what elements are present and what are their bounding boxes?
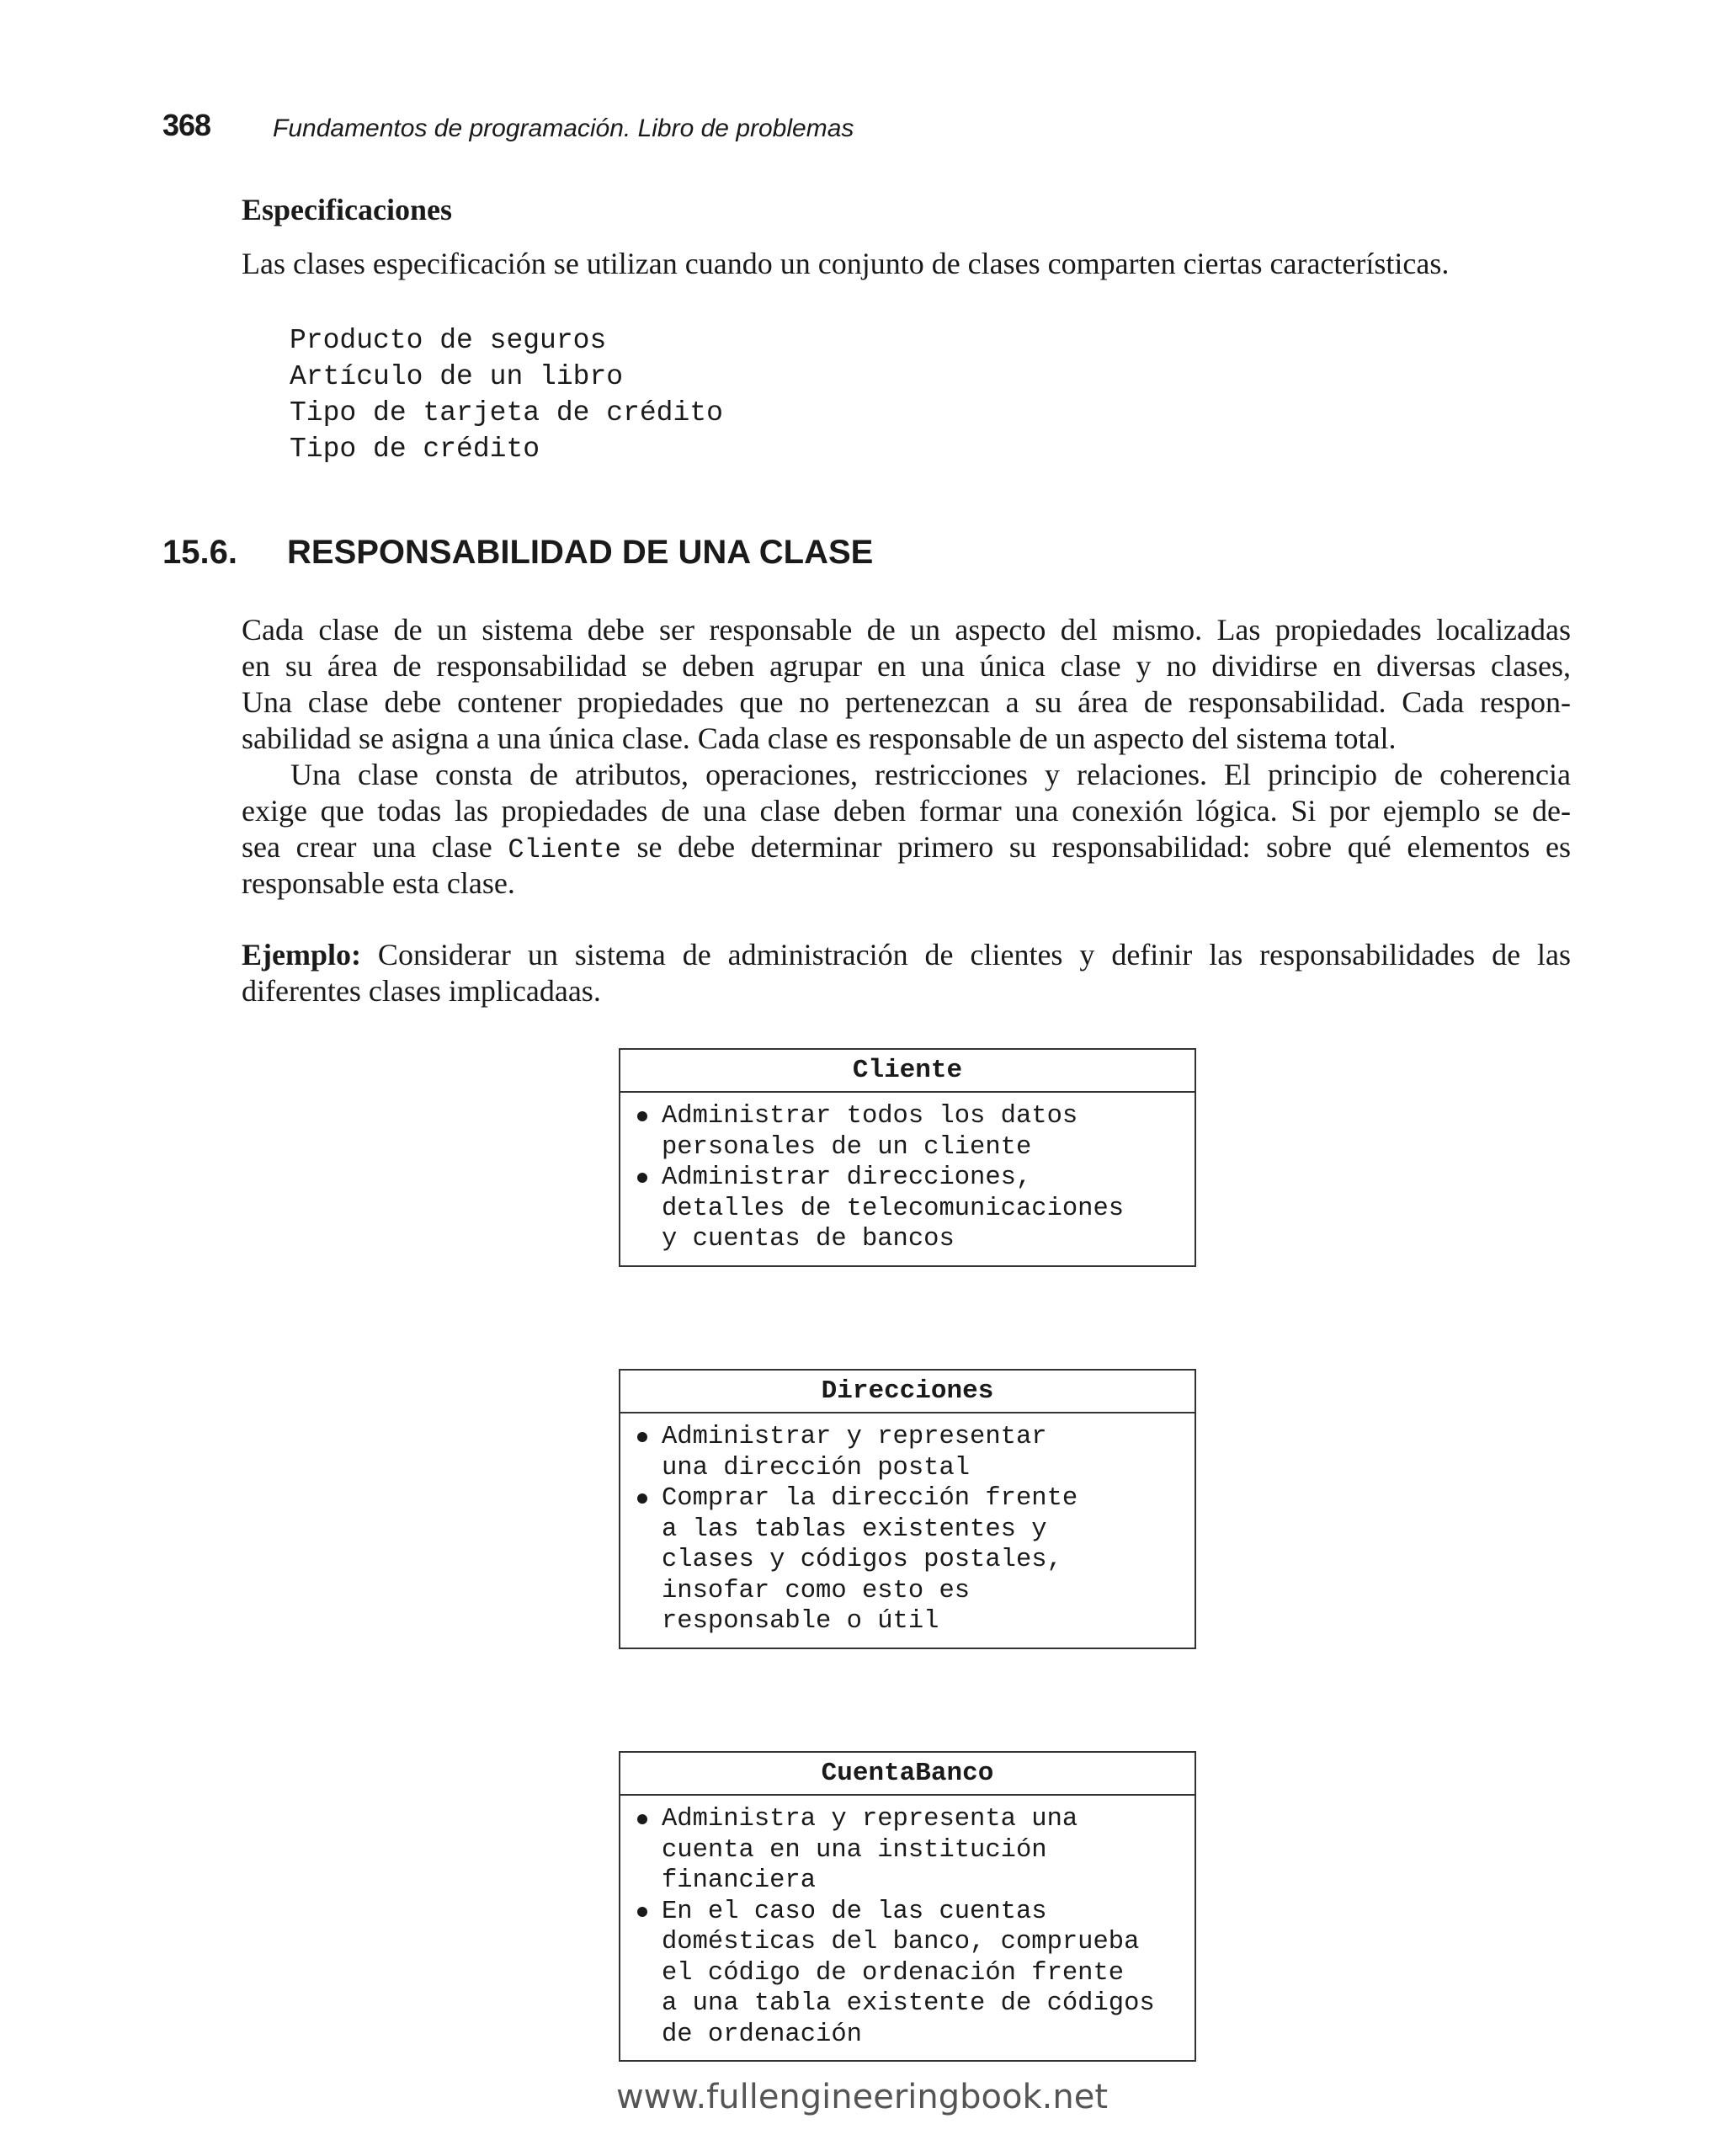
class-box-direcciones	[619, 1369, 1196, 1649]
class-box-title: Direcciones	[620, 1371, 1195, 1413]
code-line: Artículo de un libro	[290, 361, 624, 392]
code-line: Tipo de tarjeta de crédito	[290, 397, 723, 429]
watermark-url: www.fullengineeringbook.net	[615, 2078, 1109, 2116]
specifications-heading: Especificaciones	[242, 193, 452, 226]
class-box-cliente	[619, 1048, 1196, 1267]
responsibility-text: Administrar direcciones, detalles de telecomunicaciones y cuentas de bancos	[662, 1163, 1125, 1254]
bullet-icon	[637, 1173, 647, 1183]
paragraph-line: Cada clase de un sistema debe ser responsable de un aspecto del mismo. Las propiedades localizadas	[242, 613, 1571, 647]
paragraph-line: responsable esta clase.	[242, 866, 515, 900]
paragraph-line: exige que todas las propiedades de una clase deben formar una conexión lógica. Si por ejemplo se de-	[242, 794, 1571, 828]
responsibility-item	[620, 1897, 1195, 2051]
bullet-icon	[637, 1432, 647, 1442]
bullet-icon	[637, 1111, 647, 1121]
responsibility-item	[620, 1804, 1195, 1897]
paragraph-line: en su área de responsabilidad se deben agrupar en una única clase y no dividirse en diversas clases,	[242, 649, 1571, 683]
class-box-cuentabanco	[619, 1751, 1196, 2062]
paragraph-line: Una clase consta de atributos, operaciones, restricciones y relaciones. El principio de coherencia	[290, 758, 1571, 791]
bullet-icon	[637, 1814, 647, 1824]
paragraph-line	[242, 829, 1571, 868]
class-box-body	[620, 1093, 1195, 1265]
responsibility-item	[620, 1101, 1195, 1163]
responsibility-text: Administrar todos los datos personales de un cliente	[662, 1102, 1078, 1162]
class-box-body	[620, 1413, 1195, 1648]
class-box-title: CuentaBanco	[620, 1753, 1195, 1796]
responsibility-item	[620, 1163, 1195, 1255]
section-title: RESPONSABILIDAD DE UNA CLASE	[287, 534, 874, 571]
code-line: Producto de seguros	[290, 325, 607, 356]
bullet-icon	[637, 1907, 647, 1917]
section-number: 15.6.	[162, 534, 237, 571]
example-line: diferentes clases implicadaas.	[242, 974, 601, 1008]
inline-code-cliente: Cliente	[508, 834, 621, 865]
class-box-title: Cliente	[620, 1050, 1195, 1093]
code-line: Tipo de crédito	[290, 434, 540, 465]
responsibility-item	[620, 1483, 1195, 1637]
example-text: Considerar un sistema de administración de clientes y definir las responsabilidades de las	[360, 938, 1571, 972]
running-title: Fundamentos de programación. Libro de problemas	[273, 114, 854, 142]
example-line	[242, 937, 1571, 973]
responsibility-item	[620, 1422, 1195, 1483]
bullet-icon	[637, 1493, 647, 1504]
paragraph-text: se debe determinar primero su responsabilidad: sobre qué elementos es	[620, 830, 1571, 864]
example-label: Ejemplo:	[242, 938, 361, 972]
paragraph-line: sabilidad se asigna a una única clase. Cada clase es responsable de un aspecto del sistema total.	[242, 721, 1397, 755]
paragraph-text: sea crear una clase	[242, 830, 508, 864]
specifications-paragraph: Las clases especificación se utilizan cuando un conjunto de clases comparten ciertas características.	[242, 247, 1450, 280]
responsibility-text: Administra y representa una cuenta en una institución financiera	[662, 1805, 1078, 1895]
responsibility-text: Administrar y representar una dirección postal	[662, 1423, 1047, 1483]
responsibility-text: En el caso de las cuentas domésticas del banco, comprueba el código de ordenación frente a una tabla existente de códigos de ordenación	[662, 1897, 1155, 2049]
page-number: 368	[162, 108, 211, 142]
responsibility-text: Comprar la dirección frente a las tablas existentes y clases y códigos postales, insofar como esto es responsable o útil	[662, 1484, 1078, 1636]
class-box-body	[620, 1796, 1195, 2060]
paragraph-line: Una clase debe contener propiedades que no pertenezcan a su área de responsabilidad. Cada respon-	[242, 685, 1571, 719]
